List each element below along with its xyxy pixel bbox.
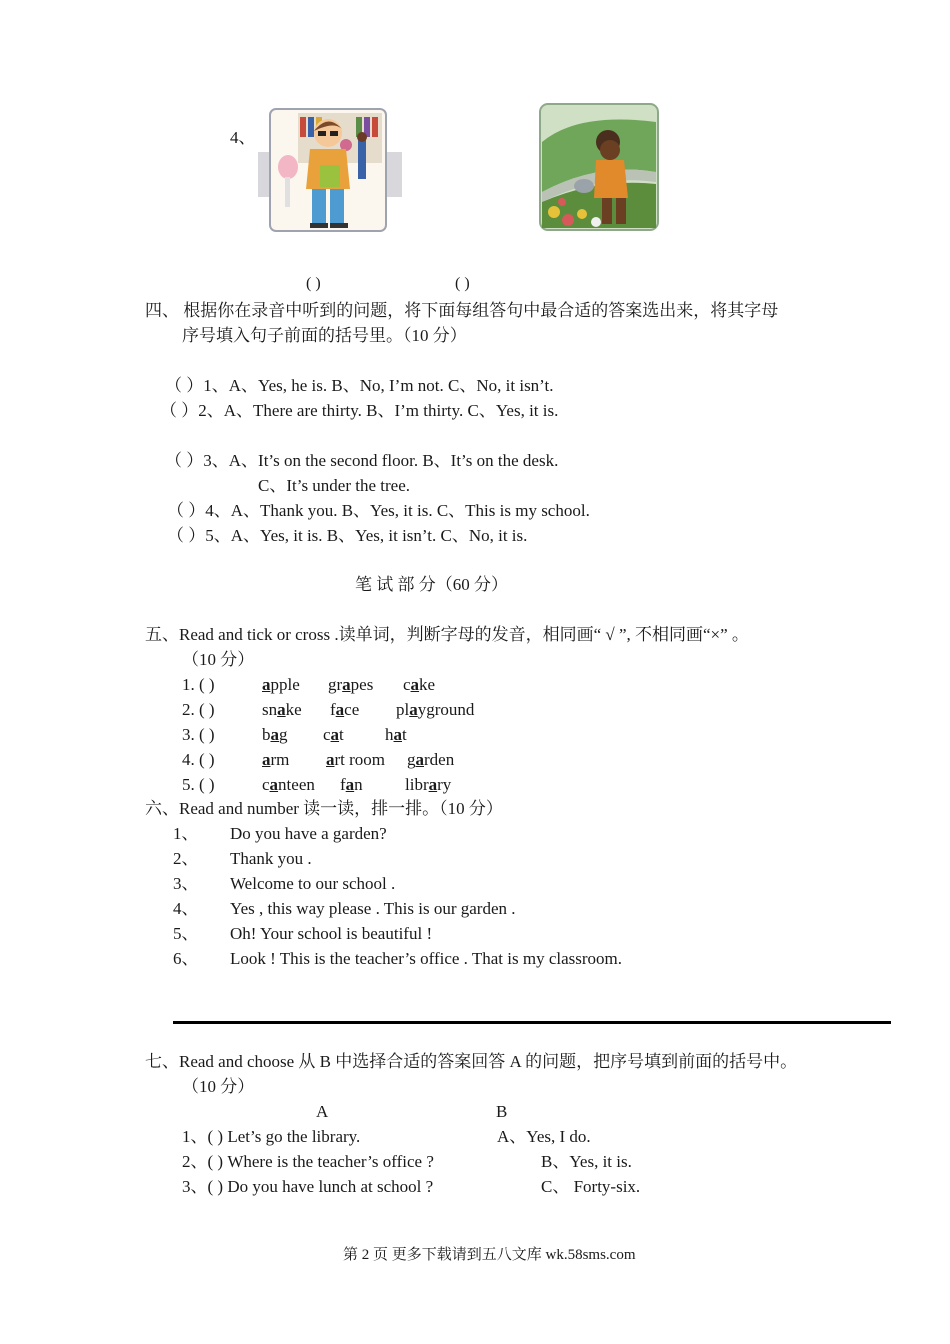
answer-b-item: C、 Forty-six.: [541, 1177, 641, 1196]
underlined-letter: a: [428, 775, 438, 794]
section-5-row-number: 1. ( ): [182, 675, 215, 694]
section-4-instruction-line1: 四、 根据你在录音中听到的问题，将下面每组答句中最合适的答案选出来，将其字母: [145, 301, 779, 320]
word-part: g: [407, 750, 416, 769]
section-5-row-number: 4. ( ): [182, 750, 215, 769]
divider-line: [173, 1021, 891, 1024]
section-7-instruction-line1: 七、Read and choose 从 B 中选择合适的答案回答 A 的问题，把序号填到前面的括号中。: [145, 1052, 798, 1071]
answer-blank-1[interactable]: ( ): [306, 275, 321, 292]
phonics-word: [262, 725, 288, 745]
garden-girl-picture: [538, 102, 660, 232]
question-a-item: 3、( ) Do you have lunch at school ?: [182, 1177, 434, 1196]
section-5-instruction-line2: （10 分）: [182, 650, 255, 669]
phonics-word: [340, 775, 363, 795]
word-part: ke: [285, 700, 302, 719]
underlined-letter: a: [262, 750, 271, 769]
word-part: f: [330, 700, 336, 719]
phonics-word: [326, 750, 385, 770]
underlined-letter: a: [269, 775, 279, 794]
underlined-letter: a: [262, 675, 271, 694]
word-part: pple: [270, 675, 300, 694]
question-a-item: 1、( ) Let’s go the library.: [182, 1127, 361, 1146]
word-part: libr: [405, 775, 429, 794]
sentence-text: Thank you .: [230, 849, 312, 868]
word-part: t: [339, 725, 344, 744]
section-4-item: （ ）1、A、Yes, he is. B、No, I’m not. C、No, it isn’t.: [165, 376, 554, 395]
section-5-row-number: 2. ( ): [182, 700, 215, 719]
section-4-item-continuation: C、It’s under the tree.: [258, 476, 411, 495]
word-part: ce: [344, 700, 360, 719]
library-boy-picture: [258, 107, 402, 233]
sentence-number: 3、: [173, 874, 199, 893]
sentence-number: 2、: [173, 849, 199, 868]
word-part: pes: [350, 675, 374, 694]
section-5-row-number: 3. ( ): [182, 725, 215, 744]
word-part: c: [403, 675, 411, 694]
phonics-word: [262, 775, 315, 795]
underlined-letter: a: [393, 725, 402, 744]
word-part: rm: [270, 750, 290, 769]
sentence-text: Look ! This is the teacher’s office . That is my classroom.: [230, 949, 623, 968]
question-4-label: 4、: [230, 128, 256, 147]
section-4-item: （ ）4、A、Thank you. B、Yes, it is. C、This is my school.: [167, 501, 590, 520]
sentence-text: Oh! Your school is beautiful !: [230, 924, 433, 943]
word-part: gr: [328, 675, 343, 694]
word-part: sn: [262, 700, 278, 719]
underlined-letter: a: [345, 775, 355, 794]
underlined-letter: a: [415, 750, 424, 769]
section-7-instruction-line2: （10 分）: [182, 1077, 255, 1096]
sentence-number: 6、: [173, 949, 199, 968]
sentence-text: Welcome to our school .: [230, 874, 396, 893]
written-part-title: 笔 试 部 分（60 分）: [355, 575, 508, 594]
phonics-word: [385, 725, 407, 745]
word-part: ry: [437, 775, 452, 794]
word-part: t: [402, 725, 407, 744]
sentence-text: Do you have a garden?: [230, 824, 387, 843]
word-part: nteen: [278, 775, 315, 794]
word-part: rden: [424, 750, 455, 769]
underlined-letter: a: [410, 675, 420, 694]
column-a-header: A: [316, 1102, 329, 1121]
word-part: f: [340, 775, 346, 794]
word-part: rt room: [334, 750, 386, 769]
phonics-word: [262, 700, 302, 720]
word-part: c: [323, 725, 331, 744]
library-boy-illustration: [258, 107, 402, 233]
answer-b-item: B、Yes, it is.: [541, 1152, 632, 1171]
word-part: h: [385, 725, 394, 744]
column-b-header: B: [496, 1102, 508, 1121]
phonics-word: [403, 675, 435, 695]
word-part: c: [262, 775, 270, 794]
phonics-word: [262, 750, 289, 770]
underlined-letter: a: [277, 700, 286, 719]
sentence-number: 4、: [173, 899, 199, 918]
underlined-letter: a: [326, 750, 335, 769]
section-6-title: 六、Read and number 读一读，排一排。（10 分）: [145, 799, 503, 818]
section-4-item: （ ）2、A、There are thirty. B、I’m thirty. C、Yes, it is.: [160, 401, 559, 420]
garden-girl-illustration: [538, 102, 660, 232]
section-4-item: （ ）5、A、Yes, it is. B、Yes, it isn’t. C、No, it is.: [167, 526, 528, 545]
word-part: b: [262, 725, 271, 744]
phonics-word: [323, 725, 344, 745]
answer-b-item: A、Yes, I do.: [497, 1127, 591, 1146]
word-part: n: [354, 775, 363, 794]
word-part: yground: [417, 700, 475, 719]
underlined-letter: a: [335, 700, 345, 719]
underlined-letter: a: [409, 700, 418, 719]
phonics-word: [396, 700, 474, 720]
phonics-word: [328, 675, 373, 695]
section-4-instruction-line2: 序号填入句子前面的括号里。（10 分）: [182, 326, 467, 345]
word-part: g: [279, 725, 288, 744]
phonics-word: [262, 675, 300, 695]
question-a-item: 2、( ) Where is the teacher’s office ?: [182, 1152, 434, 1171]
page-footer: 第 2 页 更多下载请到五八文库 wk.58sms.com: [343, 1247, 636, 1263]
section-5-instruction-line1: 五、Read and tick or cross .读单词，判断字母的发音，相同画“ √ ”, 不相同画“×” 。: [145, 625, 749, 644]
underlined-letter: a: [330, 725, 340, 744]
underlined-letter: a: [270, 725, 279, 744]
sentence-number: 5、: [173, 924, 199, 943]
answer-blank-2[interactable]: ( ): [455, 275, 470, 292]
section-4-item: （ ）3、A、It’s on the second floor. B、It’s on the desk.: [165, 451, 559, 470]
word-part: pl: [396, 700, 410, 719]
section-5-row-number: 5. ( ): [182, 775, 215, 794]
phonics-word: [330, 700, 359, 720]
phonics-word: [407, 750, 454, 770]
underlined-letter: a: [342, 675, 351, 694]
sentence-number: 1、: [173, 824, 199, 843]
word-part: ke: [419, 675, 436, 694]
phonics-word: [405, 775, 451, 795]
sentence-text: Yes , this way please . This is our garden .: [230, 899, 516, 918]
